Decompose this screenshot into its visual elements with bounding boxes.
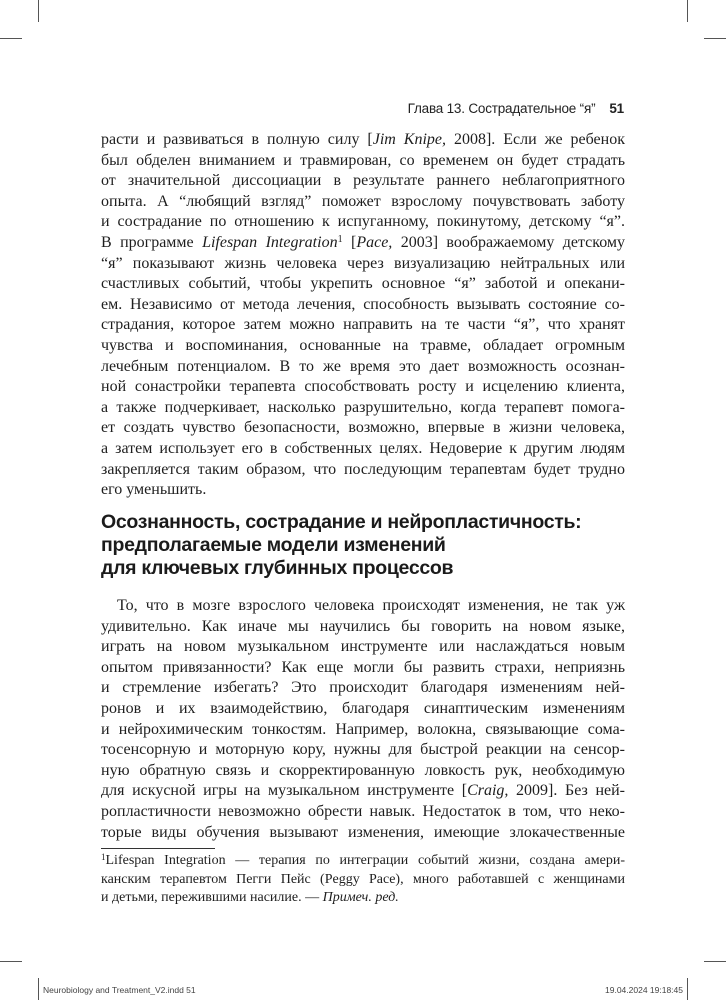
text-line: чувства и воспоминания, основанные на травме, обладает огромным [101, 336, 625, 354]
text-line: ной сонастройки терапевта способствовать росту и исцелению клиента, [101, 378, 625, 396]
footnote-mark: 1 [101, 852, 106, 862]
text-line: а затем использует его в собственных целях. Недоверие к другим людям [101, 439, 625, 457]
text-line: лечебным потенциалом. В то же время это дает возможность осознан- [101, 357, 625, 375]
text-line: В программе Lifespan Integration$^1$ [Pace, 2003] воображаемому детскому [101, 233, 626, 251]
text-line: То, что в мозге взрослого человека происходят изменения, не так уж [117, 597, 625, 614]
text-line: счастливых событий, чтобы укрепить основное “я” заботой и опекани- [101, 275, 625, 293]
text-line: ем. Независимо от метода лечения, способность вызывать состояние со- [101, 295, 625, 313]
crop-mark [0, 38, 22, 39]
footnote-line: и детьми, пережившими насилие. — Примеч. ред. [101, 890, 399, 906]
text-line: от значительной диссоциации в результате раннего неблагоприятного [101, 172, 625, 190]
text-line: закрепляется таким образом, что последующим терапевтам будет трудно [101, 460, 625, 478]
paragraph-2 [101, 596, 625, 843]
heading-line: для ключевых глубинных процессов [101, 557, 454, 579]
text-line: ропластичности невозможно обрести навык. Недостаток в том, что неко- [101, 802, 625, 820]
text-line: “я” показывают жизнь человека через визуализацию нейтральных или [101, 254, 625, 272]
chapter-title: Глава 13. Сострадательное “я” [407, 101, 596, 116]
footnote-ref: 1 [337, 233, 343, 245]
slug-file: Neurobiology and Treatment_V2.indd 51 [43, 985, 196, 995]
text-line: ронов и их взаимодействию, благодаря синаптическим изменениям [101, 699, 625, 717]
text-line: ную обратную связь и скорректированную ловкость рук, необходимую [101, 761, 625, 779]
footnote [101, 852, 625, 908]
text-line: страдания, которое затем можно направить на те части “я”, что хранят [101, 316, 625, 334]
text-line: был обделен вниманием и травмирован, со временем он будет страдать [101, 151, 625, 169]
heading-line: Осознанность, сострадание и нейропластичность: [101, 511, 582, 533]
text-line: его уменьшить. [101, 481, 207, 499]
crop-mark [687, 0, 688, 22]
text-line: и стремление избегать? Это происходит благодаря изменениям ней- [101, 679, 625, 697]
footnote-line: $^1$Lifespan Integration — терапия по интеграции событий жизни, создана амери- [101, 852, 625, 868]
crop-mark [38, 978, 39, 1000]
text-line: опыта. А “любящий взгляд” поможет взрослому почувствовать заботу [101, 192, 625, 210]
slug-datetime: 19.04.2024 19:18:45 [605, 985, 683, 995]
page-number: 51 [609, 101, 624, 116]
text-line: и нейрохимическим тонкостям. Например, волокна, связывающие сома- [101, 720, 625, 738]
text-line: играть на новом музыкальном инструменте или наслаждаться новым [101, 638, 625, 656]
text-line: тосенсорную и моторную кору, нужны для быстрой реакции на сенсор- [101, 741, 625, 759]
crop-mark [0, 961, 22, 962]
section-heading [101, 511, 641, 580]
crop-mark [704, 961, 726, 962]
running-head [408, 101, 624, 116]
text-line: расти и развиваться в полную силу [Jim Knipe, 2008]. Если же ребенок [101, 131, 625, 148]
text-line: торые виды обучения вызывают изменения, имеющие злокачественные [101, 823, 625, 841]
heading-line: предполагаемые модели изменений [101, 534, 446, 556]
crop-mark [687, 978, 688, 1000]
footnote-line: канским терапевтом Пегги Пейс (Peggy Pace), много работавшей с женщинами [101, 871, 625, 887]
text-line: ет создать чувство безопасности, возможно, впервые в жизни человека, [101, 419, 625, 437]
text-line: удивительно. Как иначе мы научились бы говорить на новом языке, [101, 617, 625, 635]
text-line: а также подчеркивает, насколько разрушительно, когда терапевт помога- [101, 398, 625, 416]
text-line: и сострадание по отношению к испуганному, покинутому, детскому “я”. [101, 213, 625, 231]
text-line: опытом привязанности? Как еще могли бы развить страхи, неприязнь [101, 658, 625, 676]
paragraph-1 [101, 130, 625, 501]
footnote-rule [101, 848, 215, 849]
crop-mark [704, 38, 726, 39]
text-line: для искусной игры на музыкальном инструменте [Craig, 2009]. Без ней- [101, 782, 626, 800]
crop-mark [38, 0, 39, 22]
